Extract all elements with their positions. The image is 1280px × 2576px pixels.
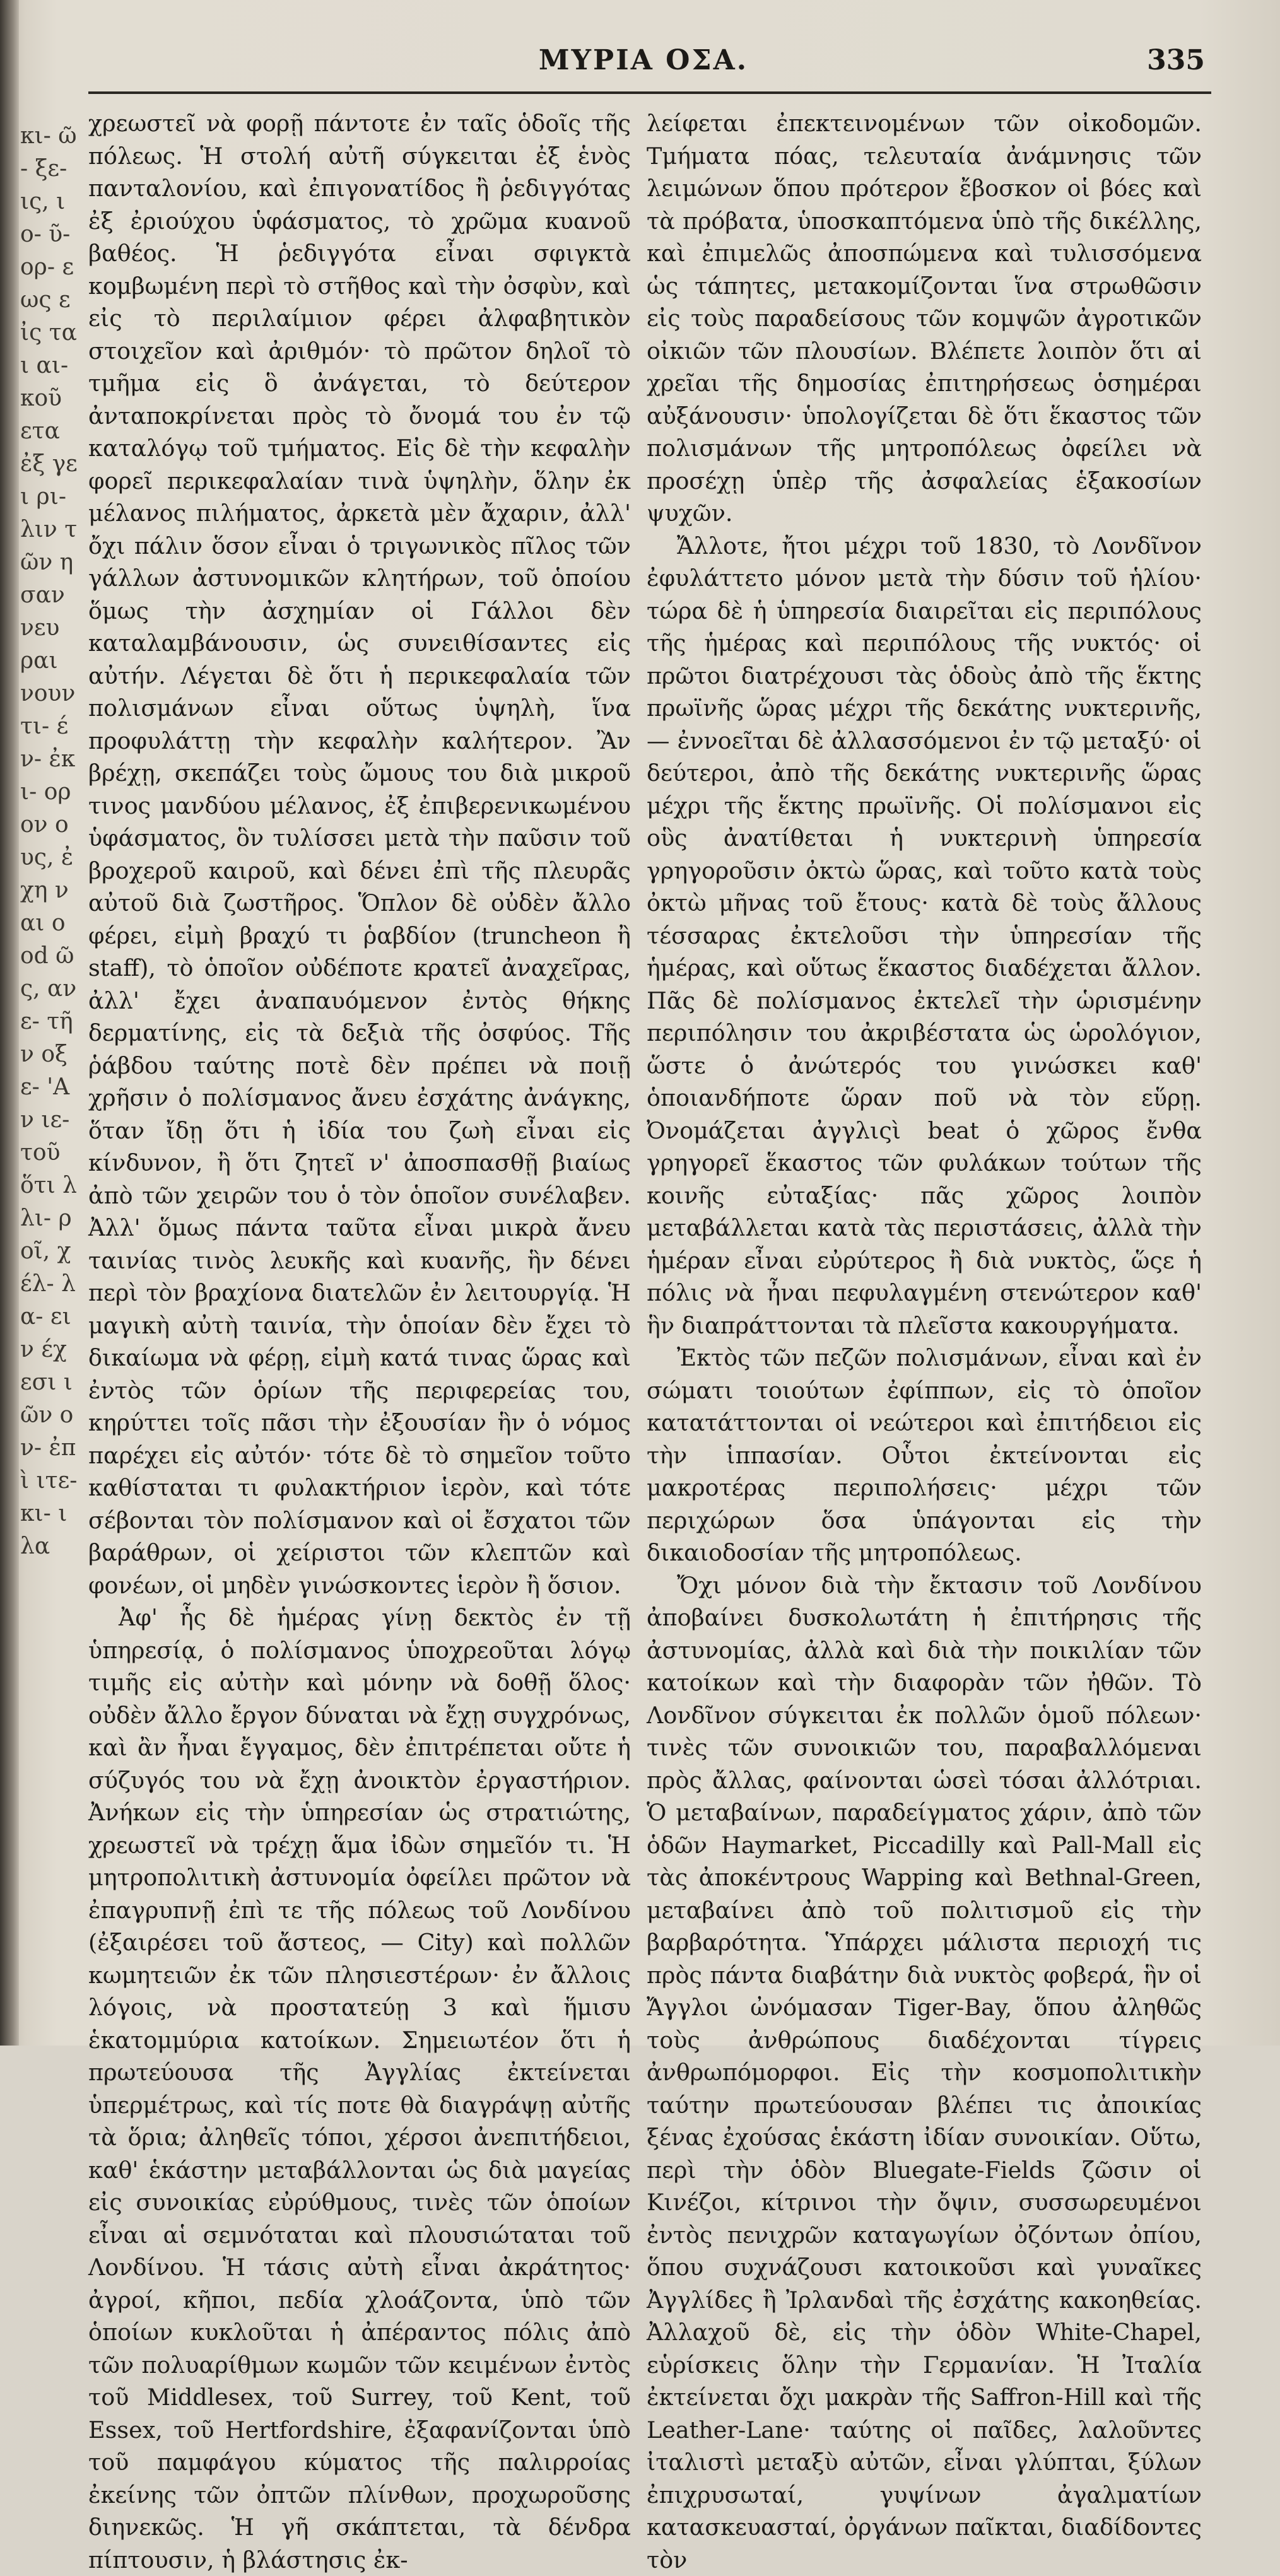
paragraph: Ἄλλοτε, ἤτοι μέχρι τοῦ 1830, τὸ Λονδῖνον ἐφυλάττετο μόνον μετὰ τὴν δύσιν τοῦ ἡλίου· τώρα δὲ ἡ ὑπηρεσία διαιρεῖται εἰς περιπόλους τῆς ἡμέρας καὶ περιπόλους τῆς νυκτός· οἱ πρῶτοι διατρέχουσι τὰς ὁδοὺς ἀπὸ τῆς ἕκτης πρωϊνῆς ὥρας μέχρι τῆς δεκάτης νυκτερινῆς, — ἐννοεῖται δὲ ἀλλασσόμενοι ἐν τῷ μεταξύ· οἱ δεύτεροι, ἀπὸ τῆς δεκάτης νυκτερινῆς ὥρας μέχρι τῆς ἕκτης πρωϊνῆς. Οἱ πολίσμανοι εἰς οὓς ἀνατίθεται ἡ νυκτερινὴ ὑπηρεσία γρηγοροῦσιν ὀκτὼ ὥρας, καὶ τοῦτο κατὰ τοὺς ὀκτὼ μῆνας τοῦ ἔτους· κατὰ δὲ τοὺς ἄλλους τέσσαρας ἐκτελοῦσι τὴν ὑπηρεσίαν τῆς ἡμέρας, καὶ οὕτως ἕκαστος διαδέχεται ἄλλον. Πᾶς δὲ πολίσμανος ἐκτελεῖ τὴν ὡρισμένην περιπόλησιν του ἀκριβέστατα ὡς ὡρολόγιον, ὥστε ὁ ἀνώτερός του γινώσκει καθ' ὁποιανδήποτε ὥραν ποῦ νὰ τὸν εὕρῃ. Ὀνομάζεται ἀγγλιςὶ beat ὁ χῶρος ἔνθα γρηγορεῖ ἕκαστος τῶν φυλάκων τούτων τῆς κοινῆς εὐταξίας· πᾶς χῶρος λοιπὸν μεταβάλλεται κατὰ τὰς περιστάσεις, ἀλλὰ τὴν ἡμέραν εἶναι εὐρύτερος ἢ διὰ νυκτὸς, ὥςε ἡ πόλις νὰ ἦναι πεφυλαγμένη στενώτερον καθ' ἣν διαπράττονται τὰ πλεῖστα κακουργήματα. (647, 530, 1202, 1342)
left-column (88, 107, 631, 2576)
paragraph: λείφεται ἐπεκτεινομένων τῶν οἰκοδομῶν. Τμήματα πόας, τελευταία ἀνάμνησις τῶν λειμώνων ὅπου πρότερον ἔβοσκον οἱ βόες καὶ τὰ πρόβατα, ὑποσκαπτόμενα ὑπὸ τῆς δικέλλης, καὶ ἐπιμελῶς ἀποσπώμενα καὶ τυλισσόμενα ὡς τάπητες, μετακομίζονται ἵνα στρωθῶσιν εἰς τοὺς παραδείσους τῶν κομψῶν ἀγροτικῶν οἰκιῶν τῶν πλουσίων. Βλέπετε λοιπὸν ὅτι αἱ χρεῖαι τῆς δημοσίας ἐπιτηρήσεως ὁσημέραι αὐξάνουσιν· ὑπολογίζεται δὲ ὅτι ἕκαστος τῶν πολισμάνων τῆς μητροπόλεως ὀφείλει νὰ προσέχῃ ὑπὲρ τῆς ἀσφαλείας ἑξακοσίων ψυχῶν. (647, 107, 1202, 530)
running-head (82, 38, 1205, 82)
header-rule (88, 91, 1211, 94)
right-column (647, 107, 1202, 2576)
page-number: 335 (1147, 44, 1205, 76)
facing-page-margin-fragments: κι- ῶ- ξε- ις, ιο- ῦ- ορ- εως εἰς ται αι- κοῦ ετα ἐξ γει ρι- λιν τῶν ησαν νευ ραι νουν τι- έν- ἐκ ι- ορον ους, ἐχη ναι ood ῶς, ανε- τῆν οξε- 'Αν ιε- τοῦ ὅτι λλι- ροῖ, χέλ- λα- ειν έχεσι ιῶν ον- ἐπὶ ιτε- κι- ιλα (20, 120, 78, 1981)
paragraph: Ἀφ' ἧς δὲ ἡμέρας γίνῃ δεκτὸς ἐν τῇ ὑπηρεσίᾳ, ὁ πολίσμανος ὑποχρεοῦται λόγῳ τιμῆς εἰς αὐτὴν καὶ μόνην νὰ δοθῇ ὅλος· οὐδὲν ἄλλο ἔργον δύναται νὰ ἔχῃ συγχρόνως, καὶ ἂν ἦναι ἔγγαμος, δὲν ἐπιτρέπεται οὔτε ἡ σύζυγός του νὰ ἔχῃ ἀνοικτὸν ἐργαστήριον. Ἀνήκων εἰς τὴν ὑπηρεσίαν ὡς στρατιώτης, χρεωστεῖ νὰ τρέχῃ ἅμα ἰδὼν σημεῖόν τι. Ἡ μητροπολιτικὴ ἀστυνομία ὀφείλει πρῶτον νὰ ἐπαγρυπνῇ ἐπὶ τε τῆς πόλεως τοῦ Λονδίνου (ἐξαιρέσει τοῦ ἄστεος, — City) καὶ πολλῶν κωμητειῶν ἐκ τῶν πλησιεστέρων· ἐν ἄλλοις λόγοις, νὰ προστατεύῃ 3 καὶ ἥμισυ ἑκατομμύρια κατοίκων. Σημειωτέον ὅτι ἡ πρωτεύουσα τῆς Ἀγγλίας ἐκτείνεται ὑπερμέτρως, καὶ τίς ποτε θὰ διαγράψῃ αὐτῆς τὰ ὅρια; ἀληθεῖς τόποι, χέρσοι ἀνεπιτήδειοι, καθ' ἑκάστην μεταβάλλονται ὡς διὰ μαγείας εἰς συνοικίας εὐρύθμους, τινὲς τῶν ὁποίων εἶναι αἱ σεμνόταται καὶ πλουσιώταται τοῦ Λονδίνου. Ἡ τάσις αὐτὴ εἶναι ἀκράτητος· ἀγροί, κῆποι, πεδία χλοάζοντα, ὑπὸ τῶν ὁποίων κυκλοῦται ἡ ἀπέραντος πόλις ἀπὸ τῶν πολυαρίθμων κωμῶν τῶν κειμένων ἐντὸς τοῦ Middlesex, τοῦ Surrey, τοῦ Kent, τοῦ Essex, τοῦ Hertfordshire, ἐξαφανίζονται ὑπὸ τοῦ παμφάγου κύματος τῆς παλιρροίας ἐκείνης τῶν ὀπτῶν πλίνθων, προχωροῦσης διηνεκῶς. Ἡ γῆ σκάπτεται, τὰ δένδρα πίπτουσιν, ἡ βλάστησις ἐκ- (88, 1601, 631, 2576)
book-gutter (0, 0, 19, 2046)
paragraph: Ὄχι μόνον διὰ τὴν ἔκτασιν τοῦ Λονδίνου ἀποβαίνει δυσκολωτάτη ἡ ἐπιτήρησις τῆς ἀστυνομίας, ἀλλὰ καὶ διὰ τὴν ποικιλίαν τῶν κατοίκων καὶ τὴν διαφορὰν τῶν ἠθῶν. Τὸ Λονδῖνον σύγκειται ἐκ πολλῶν ὁμοῦ πόλεων· τινὲς τῶν συνοικιῶν του, παραβαλλόμεναι πρὸς ἄλλας, φαίνονται ὡσεὶ τόσαι ἀλλότριαι. Ὁ μεταβαίνων, παραδείγματος χάριν, ἀπὸ τῶν ὁδῶν Haymarket, Piccadilly καὶ Pall-Mall εἰς τὰς ἀποκέντρους Wapping καὶ Bethnal-Green, μεταβαίνει ἀπὸ τοῦ πολιτισμοῦ εἰς τὴν βαρβαρότητα. Ὑπάρχει μάλιστα περιοχή τις πρὸς πάντα διαβάτην διὰ νυκτὸς φοβερά, ἣν οἱ Ἄγγλοι ὠνόμασαν Tiger-Bay, ὅπου ἀληθῶς τοὺς ἀνθρώπους διαδέχονται τίγρεις ἀνθρωπόμορφοι. Εἰς τὴν κοσμοπολιτικὴν ταύτην πρωτεύουσαν βλέπει τις ἀποικίας ξένας ἐχούσας ἑκάστη ἰδίαν συνοικίαν. Οὕτω, περὶ τὴν ὁδὸν Bluegate-Fields ζῶσιν οἱ Κινέζοι, κίτρινοι τὴν ὄψιν, συσσωρευμένοι ἐντὸς πενιχρῶν καταγωγίων ὀζόντων ὀπίου, ὅπου συχνάζουσι κατοικοῦσι καὶ γυναῖκες Ἀγγλίδες ἢ Ἰρλανδαὶ τῆς ἐσχάτης κακοηθείας. Ἀλλαχοῦ δὲ, εἰς τὴν ὁδὸν White-Chapel, εὑρίσκεις ὅλην τὴν Γερμανίαν. Ἡ Ἰταλία ἐκτείνεται ὄχι μακρὰν τῆς Saffron-Hill καὶ τῆς Leather-Lane· ταύτης οἱ παῖδες, λαλοῦντες ἰταλιστὶ μεταξὺ αὐτῶν, εἶναι γλύπται, ξύλων ἐπιχρυσωταί, γυψίνων ἀγαλματίων κατασκευασταί, ὀργάνων παῖκται, διαδίδοντες τὸν (647, 1569, 1202, 2576)
paragraph: Ἐκτὸς τῶν πεζῶν πολισμάνων, εἶναι καὶ ἐν σώματι τοιούτων ἐφίππων, εἰς τὸ ὁποῖον κατατάττονται οἱ νεώτεροι καὶ ἐπιτήδειοι εἰς τὴν ἱππασίαν. Οὗτοι ἐκτείνονται εἰς μακροτέρας περιπολήσεις· μέχρι τῶν περιχώρων ὅσα ὑπάγονται εἰς τὴν δικαιοδοσίαν τῆς μητροπόλεως. (647, 1342, 1202, 1569)
running-title: ΜΥΡΙΑ ΟΣΑ. (82, 44, 1205, 76)
paragraph: χρεωστεῖ νὰ φορῇ πάντοτε ἐν ταῖς ὁδοῖς τῆς πόλεως. Ἡ στολή αὐτῆ σύγκειται ἐξ ἑνὸς πανταλονίου, καὶ ἐπιγονατίδος ἢ ῥεδιγγότας ἐξ ἐριούχου ὑφάσματος, τὸ χρῶμα κυανοῦ βαθέος. Ἡ ῥεδιγγότα εἶναι σφιγκτὰ κομβωμένη περὶ τὸ στῆθος καὶ τὴν ὀσφὺν, καὶ εἰς τὸ περιλαίμιον φέρει ἀλφαβητικὸν στοιχεῖον καὶ ἀριθμόν· τὸ πρῶτον δηλοῖ τὸ τμῆμα εἰς ὃ ἀνάγεται, τὸ δεύτερον ἀνταποκρίνεται πρὸς τὸ ὄνομά του ἐν τῷ καταλόγῳ τοῦ τμήματος. Εἰς δὲ τὴν κεφαλὴν φορεῖ περικεφαλαίαν τινὰ ὑψηλὴν, ὅλην ἐκ μέλανος πιλήματος, ἀρκετὰ μὲν ἄχαριν, ἀλλ' ὄχι πάλιν ὅσον εἶναι ὁ τριγωνικὸς πῖλος τῶν γάλλων ἀστυνομικῶν κλητήρων, τοῦ ὁποίου ὅμως τὴν ἀσχημίαν οἱ Γάλλοι δὲν καταλαμβάνουσιν, ὡς συνειθίσαντες εἰς αὐτήν. Λέγεται δὲ ὅτι ἡ περικεφαλαία τῶν πολισμάνων εἶναι οὕτως ὑψηλὴ, ἵνα προφυλάττῃ τὴν κεφαλὴν καλήτερον. Ἂν βρέχῃ, σκεπάζει τοὺς ὤμους του διὰ μικροῦ τινος μανδύου μέλανος, ἐξ ἐπιβερενικωμένου ὑφάσματος, ὃν τυλίσσει μετὰ τὴν παῦσιν τοῦ βροχεροῦ καιροῦ, καὶ δένει ἐπὶ τῆς πλευρᾶς αὐτοῦ διὰ ζωστῆρος. Ὅπλον δὲ οὐδὲν ἄλλο φέρει, εἰμὴ βραχύ τι ῥαβδίον (truncheon ἢ staff), τὸ ὁποῖον οὐδέποτε κρατεῖ ἀναχεῖρας, ἀλλ' ἔχει ἀναπαυόμενον ἐντὸς θήκης δερματίνης, εἰς τὰ δεξιὰ τῆς ὀσφύος. Τῆς ῥάβδου ταύτης ποτὲ δὲν πρέπει νὰ ποιῇ χρῆσιν ὁ πολίσμανος ἄνευ ἐσχάτης ἀνάγκης, ὅταν ἴδῃ ὅτι ἡ ἰδία του ζωὴ εἶναι εἰς κίνδυνον, ἢ ὅτι ζητεῖ ν' ἀποσπασθῇ βιαίως ἀπὸ τῶν χειρῶν του ὁ τὸν ὁποῖον συνέλαβεν. Ἀλλ' ὅμως πάντα ταῦτα εἶναι μικρὰ ἄνευ ταινίας τινὸς λευκῆς καὶ κυανῆς, ἣν δένει περὶ τὸν βραχίονα διατελῶν ἐν λειτουργίᾳ. Ἡ μαγικὴ αὐτὴ ταινία, τὴν ὁποίαν δὲν ἔχει τὸ δικαίωμα νὰ φέρῃ, εἰμὴ κατά τινας ὥρας καὶ ἐντὸς τῶν ὁρίων τῆς περιφερείας του, κηρύττει τοῖς πᾶσι τὴν ἐξουσίαν ἣν ὁ νόμος παρέχει εἰς αὐτόν· τότε δὲ τὸ σημεῖον τοῦτο καθίσταται τι φυλακτήριον ἱερὸν, καὶ τότε σέβονται τὸν πολίσμανον καὶ οἱ ἔσχατοι τῶν βαράθρων, οἱ χείριστοι τῶν κλεπτῶν καὶ φονέων, οἱ μηδὲν γινώσκοντες ἱερὸν ἢ ὅσιον. (88, 107, 631, 1601)
